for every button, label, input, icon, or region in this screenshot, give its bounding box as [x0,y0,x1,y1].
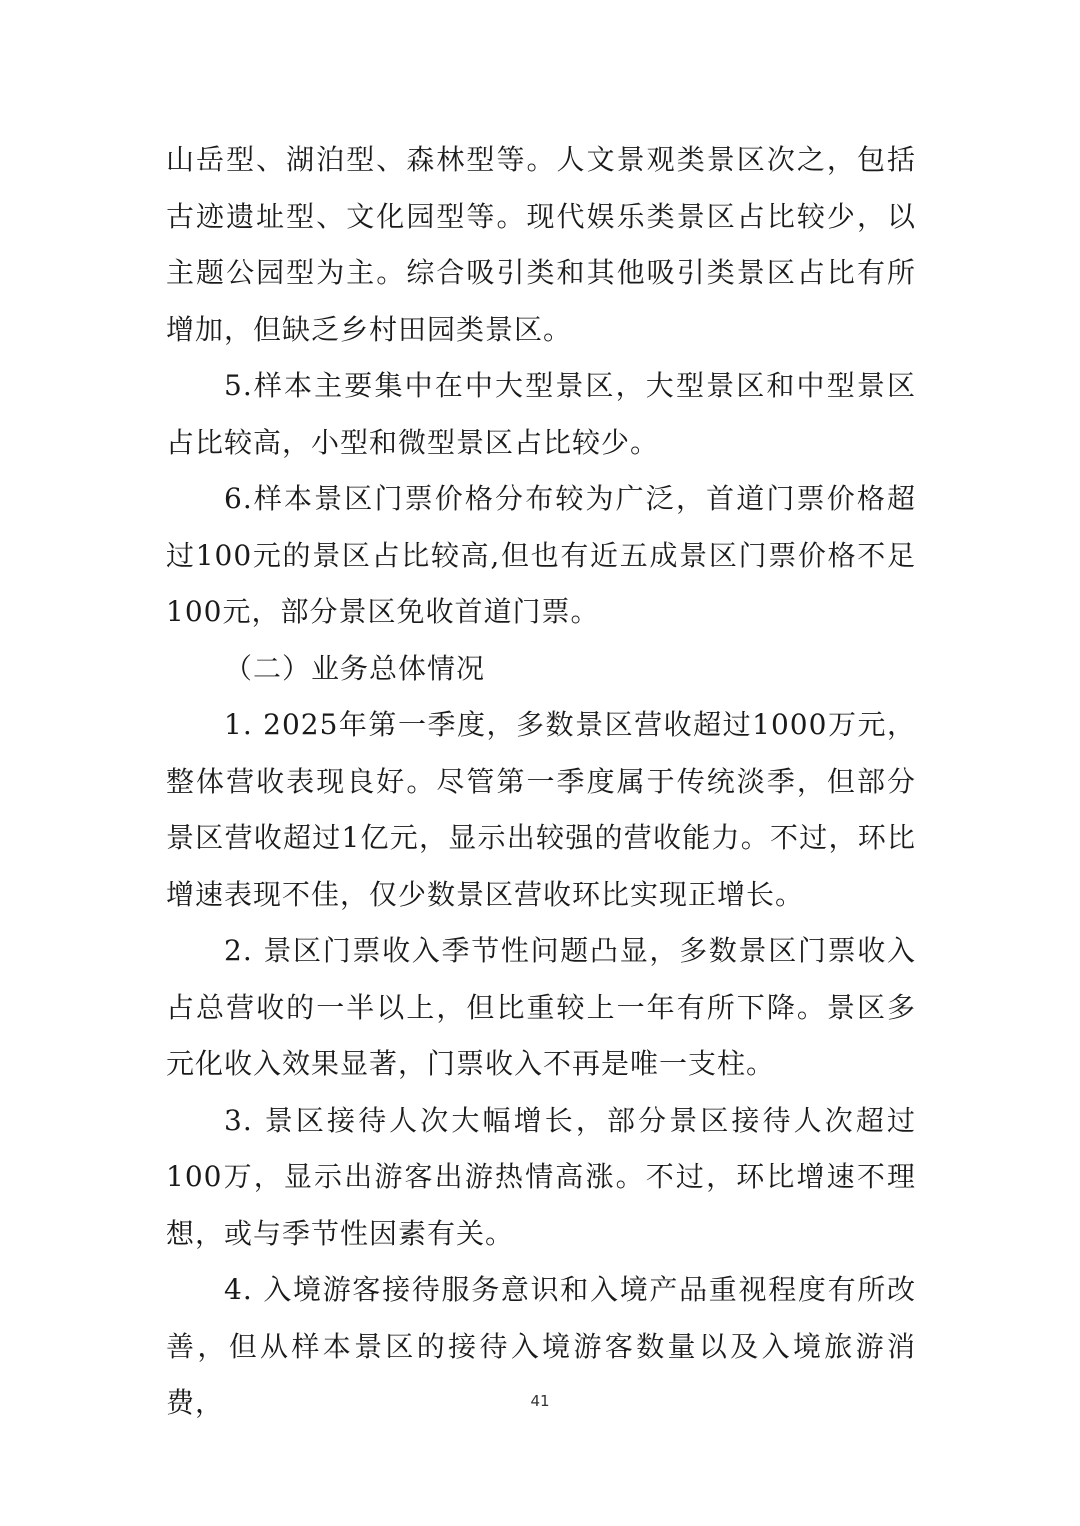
paragraph-business-3: 3. 景区接待人次大幅增长，部分景区接待人次超过100万，显示出游客出游热情高涨。不过，环比增速不理想，或与季节性因素有关。 [166,1103,916,1250]
paragraph-item-5: 5.样本主要集中在中大型景区，大型景区和中型景区占比较高，小型和微型景区占比较少。 [166,369,916,459]
paragraph-continuation: 山岳型、湖泊型、森林型等。人文景观类景区次之，包括古迹遗址型、文化园型等。现代娱乐类景区占比较少，以主题公园型为主。综合吸引类和其他吸引类景区占比有所增加，但缺乏乡村田园类景区。 [166,143,916,346]
paragraph-business-1: 1. 2025年第一季度，多数景区营收超过1000万元，整体营收表现良好。尽管第一季度属于传统淡季，但部分景区营收超过1亿元，显示出较强的营收能力。不过，环比增速表现不佳，仅少数景区营收环比实现正增长。 [166,708,916,911]
paragraph-item-6: 6.样本景区门票价格分布较为广泛，首道门票价格超过100元的景区占比较高,但也有近五成景区门票价格不足100元，部分景区免收首道门票。 [166,482,916,628]
paragraph-business-2: 2. 景区门票收入季节性问题凸显，多数景区门票收入占总营收的一半以上，但比重较上一年有所下降。景区多元化收入效果显著，门票收入不再是唯一支柱。 [166,934,916,1080]
section-heading: （二）业务总体情况 [224,651,486,685]
paragraph-business-4: 4. 入境游客接待服务意识和入境产品重视程度有所改善，但从样本景区的接待入境游客数量以及入境旅游消费， [166,1273,916,1419]
page-number: 41 [530,1392,550,1410]
body-text [166,132,916,1432]
